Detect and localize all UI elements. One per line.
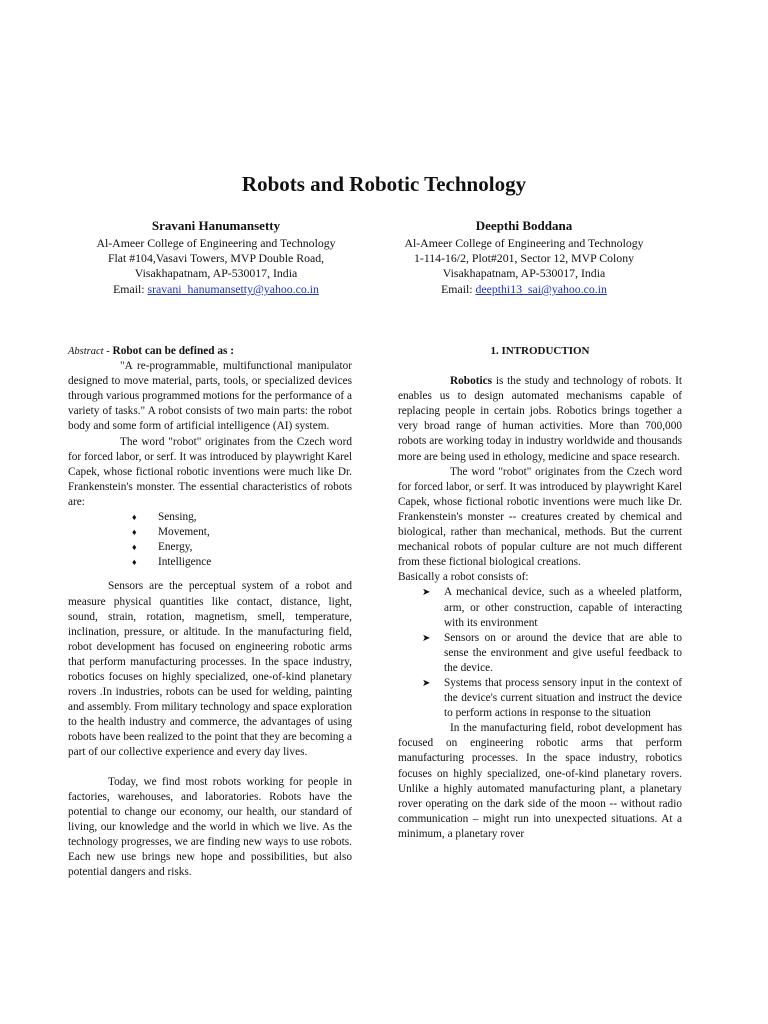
arrow-bullet-icon: ➤ xyxy=(422,587,431,599)
email-label: Email: xyxy=(441,282,476,296)
paragraph: In the manufacturing field, robot development has focused on engineering robotic arms that perform manufacturing processes. In the space industry, robotics focuses on highly specialized, one-of-kind planetary rovers. Unlike a highly automated manufacturing plant, a planetary rover operating on the dark side of the moon -- without radio communication – might run into unexpected situations. At a minimum, a planetary rover xyxy=(398,722,682,840)
list-item: ➤ A mechanical device, such as a wheeled platform, arm, or other construction, capable of interacting with its environment xyxy=(422,586,682,629)
paragraph: Basically a robot consists of: xyxy=(398,571,529,584)
abstract-heading: Robot can be defined as : xyxy=(112,345,234,357)
components-list xyxy=(398,585,682,721)
characteristics-list xyxy=(68,510,352,570)
arrow-bullet-icon: ➤ xyxy=(422,677,431,689)
term-robotics: Robotics xyxy=(450,375,493,388)
list-item: ➤ Systems that process sensory input in the context of the device's current situation and instruct the device to perform actions in response to the situation xyxy=(422,676,682,720)
paragraph: Robotics is the study and technology of robots. It enables us to design automated mechanisms capable of replacing people in certain jobs. Robotics brings together a very broad range of human activities. More than 700,000 robots are working today in industry worldwide and thousands more are being used in ethology, medicine and space research. xyxy=(398,375,682,463)
arrow-bullet-icon: ➤ xyxy=(422,632,431,644)
diamond-bullet-icon: ♦ xyxy=(132,527,137,538)
paragraph: The word "robot" originates from the Czech word for forced labor, or serf. It was introduced by playwright Karel Capek, whose fictional robotic inventions were much like Dr. Frankenstein's monster -- creatures created by chemical and biological, rather than mechanical, methods. But the current mechanical robots of popular culture are not much different from these fictional biological creations. xyxy=(398,465,682,569)
diamond-bullet-icon: ♦ xyxy=(132,557,137,568)
email-label: Email: xyxy=(113,282,148,296)
abstract-definition: "A re-programmable, multifunctional manipulator designed to move material, parts, tools, or specialized devices through various programmed motions for the performance of a variety of tasks." A robot consists of two main parts: the robot body and some form of artificial intelligence (AI) system. xyxy=(68,360,352,433)
author-block-2 xyxy=(374,218,674,297)
author-email-line xyxy=(374,282,674,297)
left-column xyxy=(68,344,352,880)
abstract-intro xyxy=(68,344,352,359)
author-block-1 xyxy=(66,218,366,297)
diamond-bullet-icon: ♦ xyxy=(132,542,137,553)
list-item: ♦ Sensing, xyxy=(132,510,352,525)
author-address-line: Visakhapatnam, AP-530017, India xyxy=(442,266,606,280)
list-item: ♦ Movement, xyxy=(132,525,352,540)
list-item: ♦ Energy, xyxy=(132,540,352,555)
paragraph: Sensors are the perceptual system of a robot and measure physical quantities like contact, distance, light, sound, strain, rotation, magnetism, smell, temperature, inclination, pressure, or altitude. In the manufacturing field, robot development has focused on engineering robotic arms that perform manufacturing processes. In the space industry, robotics focuses on highly specialized, one-of-kind planetary rovers .In industries, robots can be used for welding, painting and assembly. From military technology and space exploration to the health industry and commerce, the advantages of using robots have been realized to the point that they are becoming a part of our collective experience and every day lives. xyxy=(68,580,352,759)
author-email-link[interactable]: deepthi13_sai@yahoo.co.in xyxy=(475,282,607,296)
list-item: ➤ Sensors on or around the device that are able to sense the environment and give useful feedback to the device. xyxy=(422,631,682,674)
right-column xyxy=(398,344,682,842)
section-heading: 1. INTRODUCTION xyxy=(490,345,590,357)
author-name: Sravani Hanumansetty xyxy=(151,218,281,233)
author-name: Deepthi Boddana xyxy=(475,218,573,233)
author-affiliation: Al-Ameer College of Engineering and Technology xyxy=(96,236,336,250)
paragraph: The word "robot" originates from the Czech word for forced labor, or serf. It was introduced by playwright Karel Capek, whose fictional robotic inventions were much like Dr. Frankenstein's monster. The essential characteristics of robots are: xyxy=(68,435,352,508)
paragraph: Today, we find most robots working for people in factories, warehouses, and laboratories. Robots have the potential to change our economy, our health, our standard of living, our knowledge and the world in which we live. As the technology progresses, we are finding new ways to use robots. Each new use brings new hope and possibilities, but also potential dangers and risks. xyxy=(68,775,352,879)
diamond-bullet-icon: ♦ xyxy=(132,512,137,523)
author-address-line: Flat #104,Vasavi Towers, MVP Double Road, xyxy=(107,251,325,265)
author-address-line: 1-114-16/2, Plot#201, Sector 12, MVP Colony xyxy=(414,251,634,265)
author-email-line xyxy=(66,282,366,297)
paper-title: Robots and Robotic Technology xyxy=(241,172,527,196)
author-email-link[interactable]: sravani_hanumansetty@yahoo.co.in xyxy=(147,282,319,296)
abstract-label: Abstract - xyxy=(68,346,110,357)
author-address-line: Visakhapatnam, AP-530017, India xyxy=(134,266,298,280)
author-affiliation: Al-Ameer College of Engineering and Technology xyxy=(404,236,644,250)
list-item: ♦ Intelligence xyxy=(132,555,352,570)
